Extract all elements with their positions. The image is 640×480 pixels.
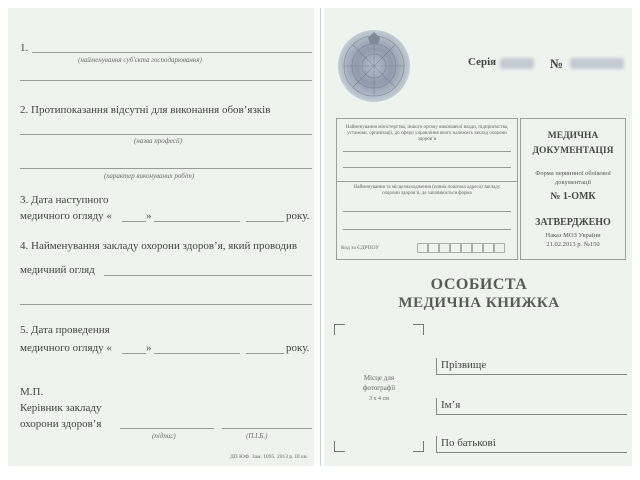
full-name-hint: (П.І.Б.) — [246, 432, 268, 440]
entity-name-line[interactable] — [32, 52, 312, 53]
number-value[interactable] — [570, 58, 624, 69]
first-name-field[interactable] — [436, 398, 627, 415]
item3-label-2: медичного огляду « — [20, 210, 112, 222]
item4-label-2: медичний огляд — [20, 264, 95, 276]
facility-line-2[interactable] — [343, 229, 511, 230]
item5-year-label: року. — [286, 342, 310, 354]
next-exam-month-field[interactable] — [154, 221, 240, 222]
patronymic-label: По батькові — [441, 437, 496, 449]
print-footer: ДП ЮФ. Зам. 1095. 2013 р. Ill кв. — [230, 454, 308, 460]
item5-label: 5. Дата проведення — [20, 324, 110, 336]
approved-label: ЗАТВЕРДЖЕНО — [535, 217, 611, 228]
ministry-line-2[interactable] — [343, 167, 511, 168]
number-label: № — [550, 56, 564, 71]
work-nature-hint: (характер виконуваних робіт) — [104, 172, 195, 180]
ministry-caption: Найменування міністерства, іншого органу виконавчої влади, підприємства, установи, організації, до сфери управління якого належить заклад охорони здоров’я — [345, 125, 509, 142]
photo-placeholder[interactable] — [334, 324, 424, 452]
facility-line[interactable] — [343, 211, 511, 212]
item1-number: 1. — [20, 42, 29, 54]
exam-facility-line[interactable] — [104, 275, 312, 276]
edrpou-cell[interactable] — [483, 243, 494, 253]
patronymic-field[interactable] — [436, 436, 627, 453]
photo-caption-3: 3 х 4 см — [369, 396, 389, 402]
edrpou-cell[interactable] — [494, 243, 505, 253]
exam-year-field[interactable] — [246, 353, 284, 354]
item3-quote: » — [146, 210, 152, 222]
form-number: № 1-ОМК — [550, 191, 596, 202]
form-info-box — [520, 118, 626, 260]
head-label: Керівник закладу — [20, 402, 102, 414]
profession-line[interactable] — [20, 134, 312, 135]
series-value[interactable] — [500, 58, 534, 69]
signature-hint: (підпис) — [152, 432, 176, 440]
edrpou-cell[interactable] — [472, 243, 483, 253]
order-line-2: 21.02.2013 р. №150 — [546, 241, 600, 248]
hologram-icon — [338, 30, 410, 102]
item5-label-2: медичного огляду « — [20, 342, 112, 354]
medical-doc-label: МЕДИЧНА ДОКУМЕНТАЦІЯ — [532, 131, 614, 156]
item2-label: 2. Протипоказання відсутні для виконання обов’язків — [20, 104, 271, 116]
edrpou-cell[interactable] — [428, 243, 439, 253]
next-exam-day-field[interactable] — [122, 221, 146, 222]
full-name-line[interactable] — [222, 428, 312, 429]
series-label: Серія — [468, 56, 497, 68]
profession-hint: (назва професії) — [134, 137, 183, 145]
form-type-label: Форма первинної облікової документації — [535, 170, 611, 186]
exam-day-field[interactable] — [122, 353, 146, 354]
edrpou-label: Код за ЄДРПОУ — [341, 245, 380, 251]
surname-field[interactable] — [436, 358, 627, 375]
right-page — [324, 8, 632, 466]
order-line-1: Наказ МОЗ України — [545, 232, 601, 239]
entity-name-hint: (найменування суб'єкта господарювання) — [78, 56, 202, 64]
item3-label: 3. Дата наступного — [20, 194, 109, 206]
item3-year-label: року. — [286, 210, 310, 222]
item4-label: 4. Найменування закладу охорони здоров’я, який проводив — [20, 240, 298, 252]
facility-caption: Найменування та місцезнаходження (повна поштова адреса) закладу охорони здоров’я, де заповнюється форма — [353, 185, 501, 196]
surname-label: Прізвище — [441, 359, 487, 371]
next-exam-year-field[interactable] — [246, 221, 284, 222]
institution-box — [336, 118, 518, 260]
edrpou-cell[interactable] — [439, 243, 450, 253]
book-title: ОСОБИСТА — [430, 276, 528, 293]
book-subtitle: МЕДИЧНА КНИЖКА — [398, 295, 560, 311]
entity-name-line-2[interactable] — [20, 80, 312, 81]
head-label-2: охорони здоров’я — [20, 418, 102, 430]
page-fold — [320, 8, 321, 466]
edrpou-cell[interactable] — [461, 243, 472, 253]
item5-quote: » — [146, 342, 152, 354]
stamp-place: М.П. — [20, 386, 44, 398]
exam-facility-line-2[interactable] — [20, 304, 312, 305]
photo-caption-1: Місце для — [363, 374, 395, 382]
ministry-line[interactable] — [343, 151, 511, 152]
first-name-label: Ім’я — [441, 399, 461, 411]
work-nature-line[interactable] — [20, 168, 312, 169]
signature-line[interactable] — [120, 428, 214, 429]
exam-month-field[interactable] — [154, 353, 240, 354]
left-page — [8, 8, 314, 466]
photo-caption-2: фотографії — [362, 384, 396, 392]
edrpou-cell[interactable] — [450, 243, 461, 253]
edrpou-cell[interactable] — [417, 243, 428, 253]
